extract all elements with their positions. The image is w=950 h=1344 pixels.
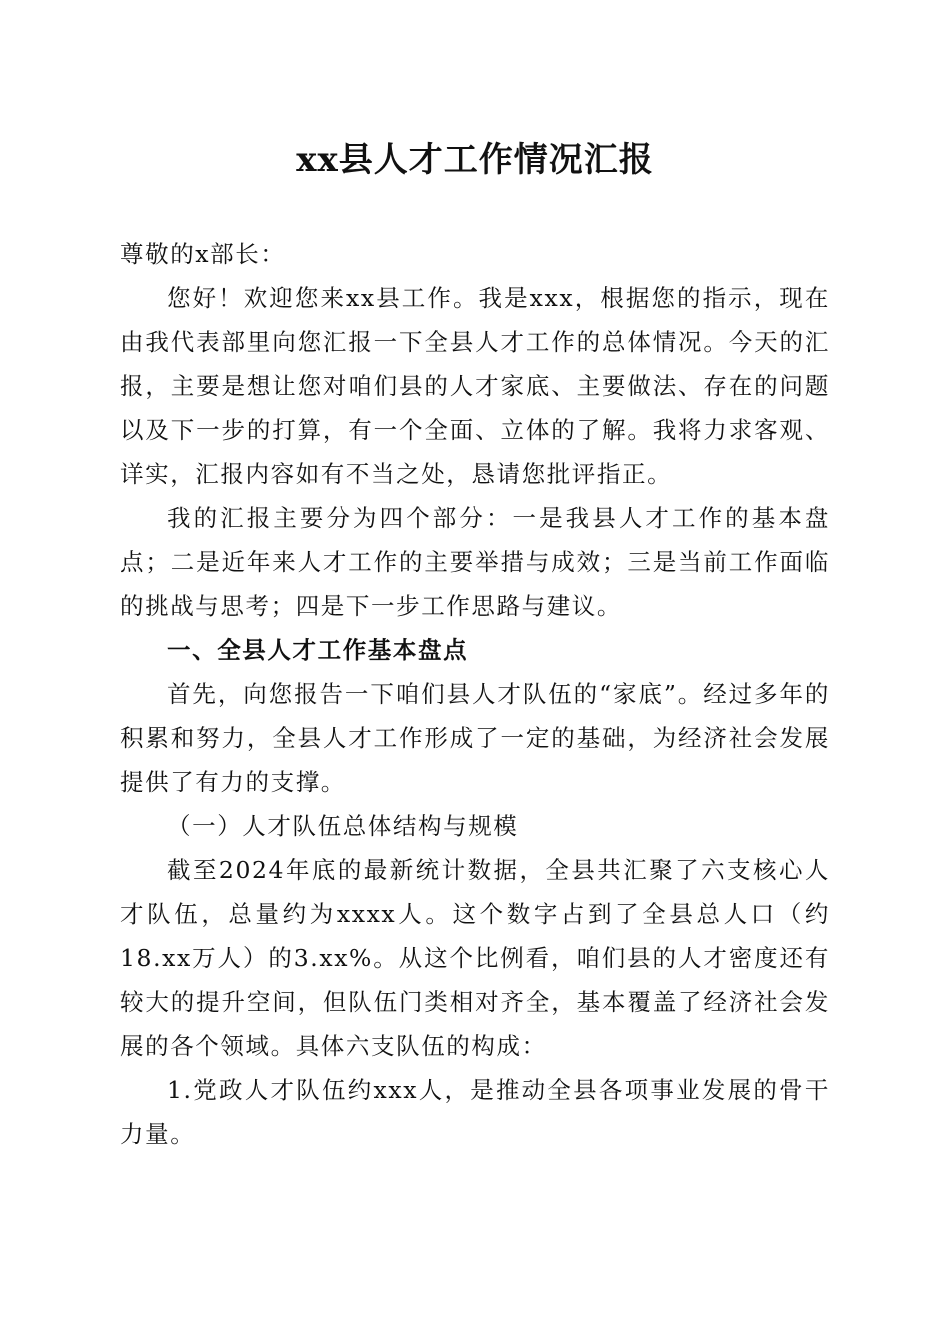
- subsection-1-body: 截至2024年底的最新统计数据，全县共汇聚了六支核心人才队伍，总量约为xxxx人。这个数字占到了全县总人口（约18.xx万人）的3.xx%。从这个比例看，咱们县的人才密度还有较大的提升空间，但队伍门类相对齐全，基本覆盖了经济社会发展的各个领域。具体六支队伍的构成：: [120, 856, 830, 1060]
- paragraph-outline: 我的汇报主要分为四个部分：一是我县人才工作的基本盘点；二是近年来人才工作的主要举措与成效；三是当前工作面临的挑战与思考；四是下一步工作思路与建议。: [120, 504, 830, 620]
- subsection-heading-1: （一）人才队伍总体结构与规模: [167, 812, 519, 840]
- section-1-intro: 首先，向您报告一下咱们县人才队伍的“家底”。经过多年的积累和努力，全县人才工作形成了一定的基础，为经济社会发展提供了有力的支撑。: [120, 680, 830, 796]
- document-body: [120, 232, 830, 1156]
- list-item: 1.党政人才队伍约xxx人，是推动全县各项事业发展的骨干力量。: [120, 1076, 830, 1148]
- document-title: xx县人才工作情况汇报: [296, 140, 654, 180]
- section-heading-1: 一、全县人才工作基本盘点: [167, 636, 469, 664]
- salutation: 尊敬的x部长：: [120, 240, 286, 268]
- paragraph-greeting: 您好！欢迎您来xx县工作。我是xxx，根据您的指示，现在由我代表部里向您汇报一下全县人才工作的总体情况。今天的汇报，主要是想让您对咱们县的人才家底、主要做法、存在的问题以及下一步的打算，有一个全面、立体的了解。我将力求客观、详实，汇报内容如有不当之处，恳请您批评指正。: [120, 284, 830, 488]
